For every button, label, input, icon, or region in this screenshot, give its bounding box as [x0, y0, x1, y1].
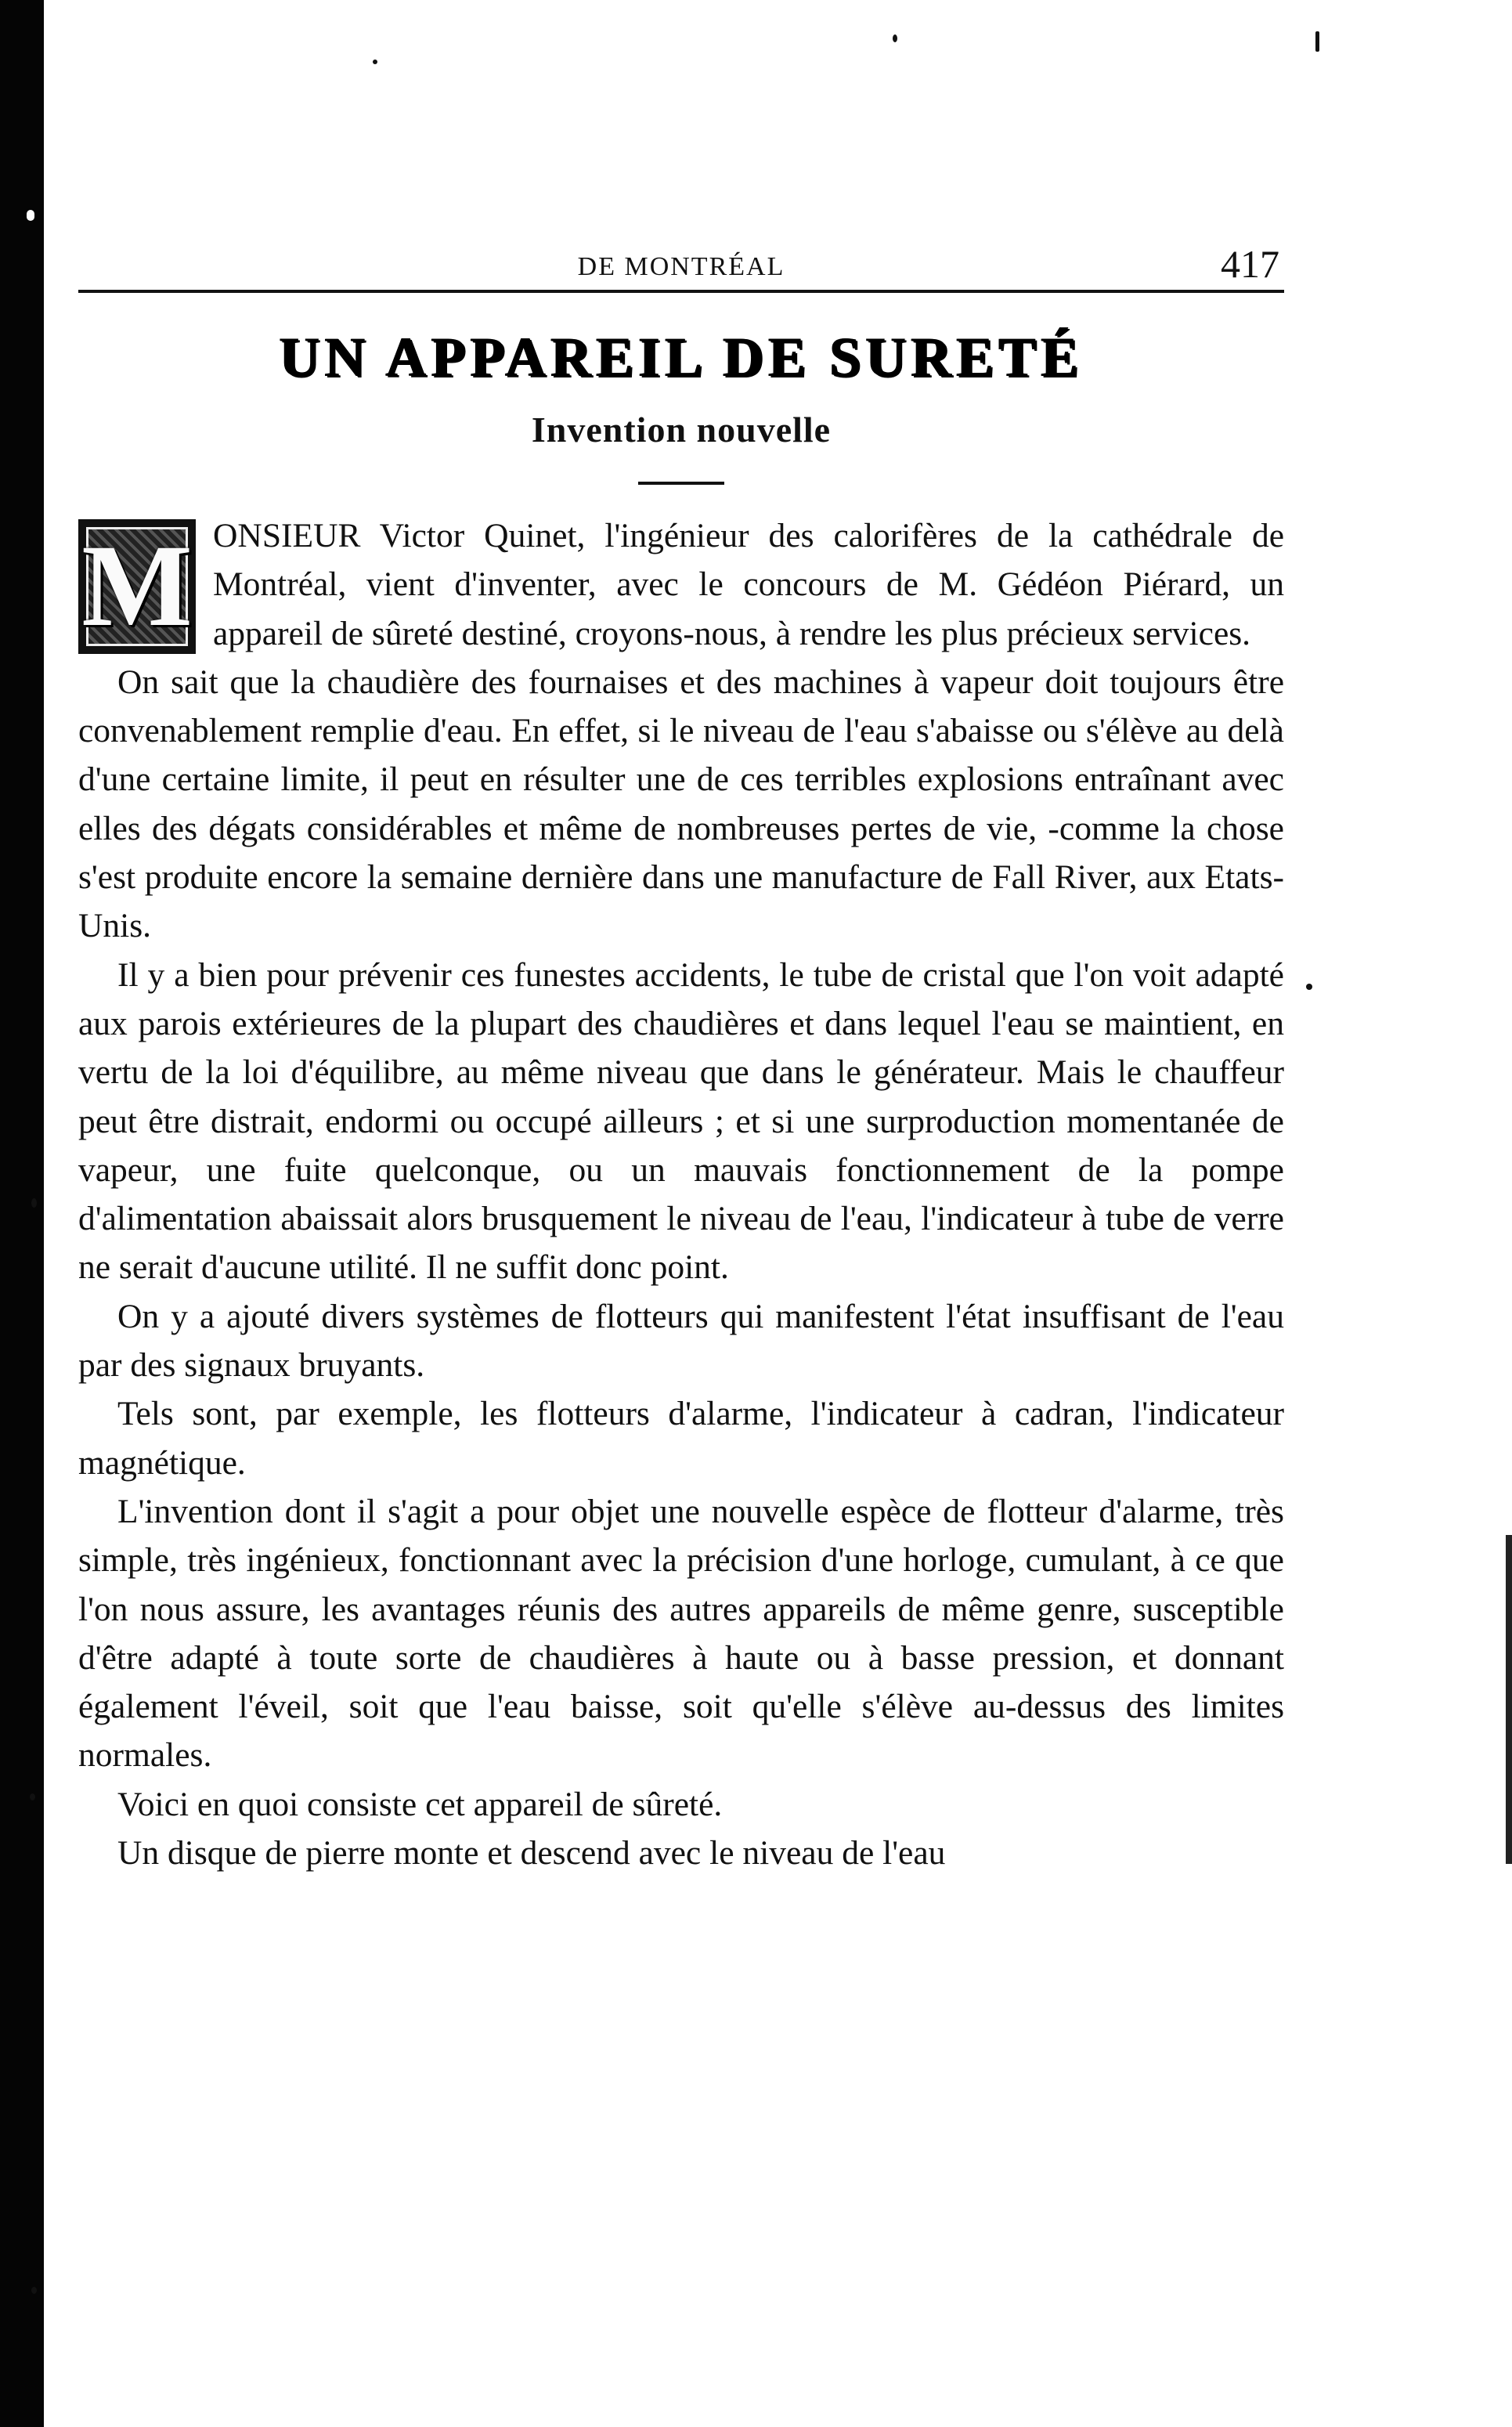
article-subtitle: Invention nouvelle — [531, 410, 832, 450]
scan-speck — [31, 2287, 37, 2294]
title-divider — [638, 482, 724, 485]
paragraph: Il y a bien pour prévenir ces funestes accidents, le tube de cristal que l'on voit adapté aux parois extérieures de la plupart des chaudières et dans lequel l'eau se maintient, en vertu de la loi d'équilibre, au même niveau que dans le générateur. Mais le chauffeur peut être distrait, endormi ou occupé ailleurs ; et si une surproduction momentanée de vapeur, une fuite quelconque, ou un mauvais fonctionnement de la pompe d'alimentation abaissait alors brusquement le niveau de l'eau, l'indicateur à tube de verre ne serait d'aucune utilité. Il ne suffit donc point. — [78, 955, 1284, 1287]
paragraph: L'invention dont il s'agit a pour objet une nouvelle espèce de flotteur d'alarme, très simple, très ingénieux, fonctionnant avec la précision d'une horloge, cumulant, à ce que l'on nous assure, les avantages réunis des autres appareils de même genre, susceptible d'être adapté à toute sorte de chaudières à haute ou à basse pression, et donnant également l'éveil, soit que l'eau baisse, soit qu'elle s'élève au-dessus des limites normales. — [78, 1492, 1284, 1775]
paragraph: Voici en quoi consiste cet appareil de sûreté. — [117, 1785, 723, 1823]
scan-speck — [1306, 984, 1312, 990]
paragraph: Un disque de pierre monte et descend avec le niveau de l'eau — [117, 1834, 946, 1873]
ornamental-dropcap — [78, 519, 196, 654]
scan-speck — [31, 1198, 37, 1208]
scan-binding-edge — [0, 0, 44, 2427]
paragraph: Tels sont, par exemple, les flotteurs d'alarme, l'indicateur à cadran, l'indicateur magnétique. — [78, 1395, 1284, 1482]
article-body — [78, 511, 1284, 1877]
scan-speck — [1315, 31, 1319, 52]
running-header — [78, 235, 1284, 293]
running-title: DE MONTRÉAL — [577, 252, 785, 281]
article-title: UN APPAREIL DE SURETÉ — [279, 326, 1084, 388]
scan-speck — [893, 34, 897, 42]
scan-edge-fringe — [1506, 1535, 1512, 1864]
book-page — [78, 235, 1284, 1877]
scan-speck — [30, 1793, 35, 1800]
scan-speck — [373, 60, 377, 64]
page-number: 417 — [1221, 242, 1279, 286]
scan-mark — [27, 210, 34, 221]
first-word: ONSIEUR — [213, 517, 361, 554]
paragraph-text: Victor Quinet, l'ingénieur des calorifères de la cathédrale de Montréal, vient d'inventer, avec le concours de M. Gédéon Piérard, un appareil de sûreté destiné, croyons-nous, à rendre les plus précieux services. — [213, 517, 1284, 652]
dropcap-letter: M — [81, 521, 193, 651]
paragraph: On sait que la chaudière des fournaises et des machines à vapeur doit toujours être convenablement remplie d'eau. En effet, si le niveau de l'eau s'abaisse ou s'élève au delà d'une certaine limite, il peut en résulter une de ces terribles explosions entraînant avec elles des dégats considérables et même de nombreuses pertes de vie, -comme la chose s'est produite encore la semaine dernière dans une manufacture de Fall River, aux Etats-Unis. — [78, 663, 1284, 945]
paragraph: On y a ajouté divers systèmes de flotteurs qui manifestent l'état insuffisant de l'eau par des signaux bruyants. — [78, 1297, 1284, 1385]
paragraph — [78, 511, 1284, 658]
